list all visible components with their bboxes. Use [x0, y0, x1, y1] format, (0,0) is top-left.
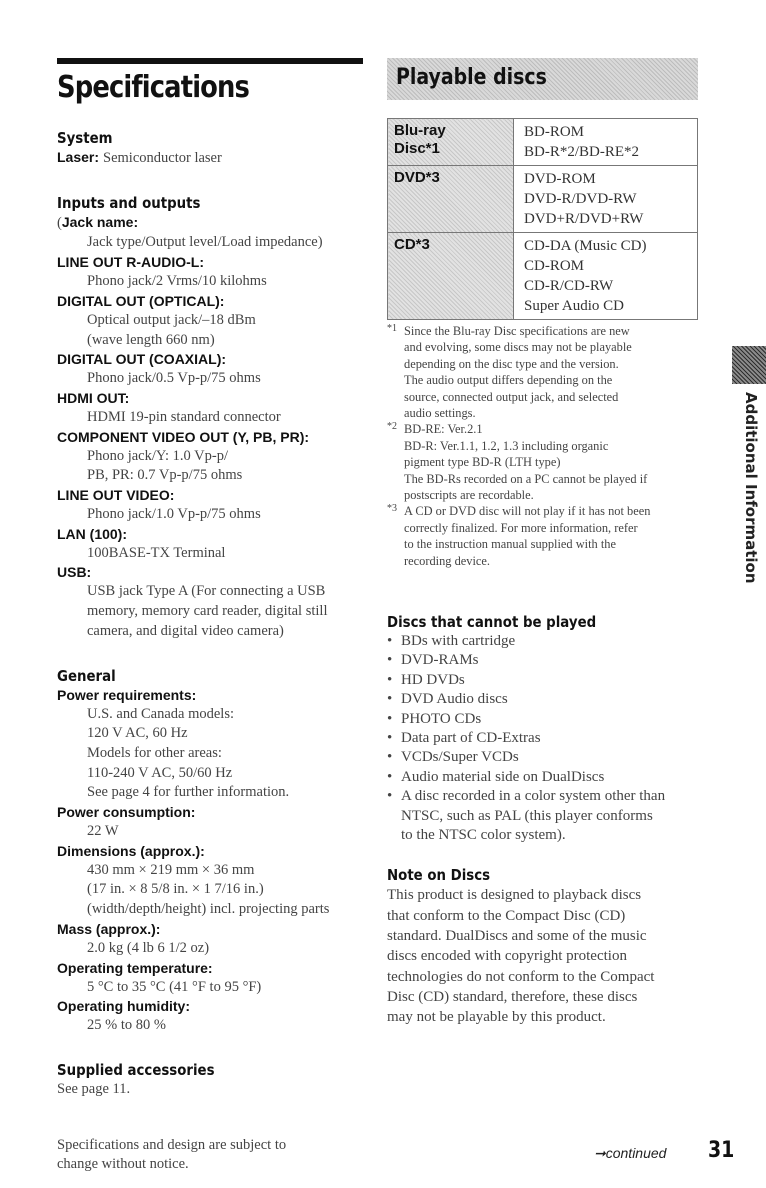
- list-item: [387, 671, 717, 690]
- footnote-mark: *1: [387, 323, 397, 334]
- disc-type: DVD*3: [394, 169, 440, 186]
- spec-value: (width/depth/height) incl. projecting parts: [87, 901, 330, 918]
- disc-format: DVD-ROM: [524, 171, 596, 187]
- spec-value: camera, and digital video camera): [87, 622, 284, 639]
- accessories-heading: Supplied accessories: [57, 1060, 215, 1079]
- note-text: [387, 885, 717, 1027]
- footnote-line: pigment type BD-R (LTH type): [404, 455, 561, 470]
- footnote-line: correctly finalized. For more information, refer: [404, 520, 638, 535]
- page-number: 31: [708, 1138, 735, 1163]
- footnote-line: postscripts are recordable.: [404, 488, 534, 503]
- list-item: [387, 729, 717, 748]
- spec-value: HDMI 19-pin standard connector: [87, 408, 281, 425]
- not-played-list: [387, 632, 717, 845]
- io-spec-list: [57, 253, 357, 641]
- list-item-line: • VCDs/Super VCDs: [401, 749, 519, 766]
- spec-label: LINE OUT R-AUDIO-L:: [57, 254, 204, 271]
- footnote-line: to the instruction manual supplied with the: [404, 537, 616, 552]
- list-item-line: • HD DVDs: [401, 671, 465, 688]
- footnote-mark: *2: [387, 421, 397, 433]
- disclaimer: [57, 1136, 357, 1175]
- spec-label: HDMI OUT:: [57, 389, 130, 406]
- jack-name-value: Jack type/Output level/Load impedance): [87, 234, 323, 251]
- disclaimer-line: change without notice.: [57, 1156, 189, 1173]
- spec-label: USB:: [57, 564, 92, 581]
- not-played-heading: Discs that cannot be played: [387, 613, 597, 631]
- continued-note: [594, 1145, 666, 1162]
- spec-value: (17 in. × 8 5/8 in. × 1 7/16 in.): [87, 881, 264, 898]
- list-item: [387, 787, 717, 845]
- laser-value: Semiconductor laser: [103, 150, 222, 166]
- spec-value: Models for other areas:: [87, 744, 222, 761]
- disc-type: Disc*1: [394, 140, 440, 157]
- disc-type: CD*3: [394, 236, 430, 253]
- footnote-line: Since the Blu-ray Disc specifications are new: [404, 324, 630, 338]
- note-line: that conform to the Compact Disc (CD): [387, 907, 626, 924]
- spec-label: COMPONENT VIDEO OUT (Y, PB, PR):: [57, 428, 310, 445]
- spec-value: See page 4 for further information.: [87, 784, 290, 801]
- footnotes: [387, 323, 707, 569]
- list-item: [387, 690, 717, 709]
- footnote-line: BD-RE: Ver.2.1: [404, 422, 483, 437]
- disc-format: BD-ROM: [524, 124, 585, 140]
- disclaimer-line: Specifications and design are subject to: [57, 1136, 287, 1153]
- list-item-line: • DVD Audio discs: [401, 691, 508, 708]
- footnote-mark: *3: [387, 503, 397, 515]
- list-item: [387, 748, 717, 767]
- spec-value: Phono jack/0.5 Vp-p/75 ohms: [87, 370, 261, 387]
- note-line: standard. DualDiscs and some of the music: [387, 928, 647, 945]
- jack-paren: (: [57, 214, 62, 231]
- disc-type-cell: [388, 166, 514, 233]
- list-item-line: • Data part of CD-Extras: [401, 730, 541, 747]
- right-column: [387, 612, 717, 1028]
- footnote-line: The audio output differs depending on the: [404, 373, 613, 388]
- list-item-line: NTSC, such as PAL (this player conforms: [401, 807, 653, 824]
- list-item-line: • DVD-RAMs: [401, 652, 479, 669]
- footnote: [387, 323, 707, 421]
- disc-format: CD-DA (Music CD): [524, 238, 647, 254]
- footnote-line: source, connected output jack, and selected: [404, 389, 619, 404]
- spec-value: 100BASE-TX Terminal: [87, 544, 226, 561]
- disc-formats-cell: [514, 119, 698, 166]
- spec-label: LINE OUT VIDEO:: [57, 487, 175, 504]
- spec-value: 2.0 kg (4 lb 6 1/2 oz): [87, 939, 210, 956]
- list-item-line: • BDs with cartridge: [401, 633, 516, 649]
- footnote-line: recording device.: [404, 553, 491, 568]
- spec-label: Operating temperature:: [57, 959, 213, 976]
- spec-value: Phono jack/2 Vrms/10 kilohms: [87, 273, 267, 290]
- disc-formats-cell: [514, 166, 698, 233]
- list-item: [387, 632, 717, 651]
- list-item-line: • Audio material side on DualDiscs: [401, 768, 605, 785]
- left-column: [57, 128, 357, 1175]
- note-line: may not be playable by this product.: [387, 1009, 606, 1026]
- side-tab-label: Additional Information: [742, 392, 760, 584]
- spec-label: Power requirements:: [57, 686, 197, 703]
- spec-value: U.S. and Canada models:: [87, 705, 234, 722]
- disc-format: DVD-R/DVD-RW: [524, 191, 637, 207]
- side-tab-marker: [732, 346, 766, 384]
- spec-value: Phono jack/1.0 Vp-p/75 ohms: [87, 506, 261, 523]
- disc-type: Blu-ray: [394, 122, 446, 139]
- page-title: Specifications: [57, 70, 250, 105]
- note-line: technologies do not conform to the Compact: [387, 968, 655, 985]
- disc-format: Super Audio CD: [524, 298, 625, 314]
- spec-value: 22 W: [87, 823, 119, 840]
- general-spec-list: [57, 686, 357, 1036]
- disc-row: [388, 119, 698, 166]
- spec-value: 120 V AC, 60 Hz: [87, 725, 188, 742]
- laser-line: [57, 148, 357, 169]
- disc-formats-cell: [514, 233, 698, 320]
- spec-label: Dimensions (approx.):: [57, 842, 205, 859]
- footnote-line: and evolving, some discs may not be playable: [404, 340, 632, 355]
- spec-value: Phono jack/Y: 1.0 Vp-p/: [87, 447, 228, 464]
- spec-value: Optical output jack/–18 dBm: [87, 311, 256, 328]
- playable-discs-table: [387, 118, 698, 320]
- disc-format: CD-R/CD-RW: [524, 278, 614, 294]
- title-rule: [57, 58, 363, 64]
- footnote: [387, 503, 707, 569]
- footnote: [387, 421, 707, 503]
- footnote-line: The BD-Rs recorded on a PC cannot be played if: [404, 471, 648, 486]
- spec-value: PB, PR: 0.7 Vp-p/75 ohms: [87, 467, 243, 484]
- disc-format: BD-R*2/BD-RE*2: [524, 144, 640, 160]
- disc-type-cell: [388, 119, 514, 166]
- list-item: [387, 768, 717, 787]
- spec-value: USB jack Type A (For connecting a USB: [87, 583, 326, 600]
- accessories-text: See page 11.: [57, 1080, 131, 1097]
- spec-label: DIGITAL OUT (OPTICAL):: [57, 292, 225, 309]
- spec-value: memory, memory card reader, digital still: [87, 603, 328, 620]
- playable-heading: Playable discs: [396, 65, 547, 90]
- spec-label: LAN (100):: [57, 525, 128, 542]
- note-heading: Note on Discs: [387, 866, 491, 885]
- list-item-line: to the NTSC color system).: [401, 827, 566, 844]
- disc-format: CD-ROM: [524, 258, 585, 274]
- io-heading: Inputs and outputs: [57, 193, 201, 212]
- list-item-line: • A disc recorded in a color system other than: [401, 788, 666, 805]
- note-line: Disc (CD) standard, therefore, these discs: [387, 988, 638, 1005]
- jack-name-label: Jack name:: [61, 213, 139, 230]
- footnote-line: depending on the disc type and the version.: [404, 356, 619, 371]
- footnote-line: audio settings.: [404, 406, 476, 421]
- spec-value: 430 mm × 219 mm × 36 mm: [87, 861, 255, 878]
- note-line: This product is designed to playback discs: [387, 887, 642, 904]
- system-heading: System: [57, 129, 113, 147]
- spec-label: Power consumption:: [57, 804, 196, 821]
- jack-name-line: [57, 213, 357, 234]
- spec-value: 25 % to 80 %: [87, 1017, 166, 1034]
- spec-label: DIGITAL OUT (COAXIAL):: [57, 351, 227, 368]
- spec-label: Operating humidity:: [57, 998, 190, 1015]
- list-item-line: • PHOTO CDs: [401, 710, 482, 727]
- spec-value: 5 °C to 35 °C (41 °F to 95 °F): [87, 978, 262, 995]
- general-heading: General: [57, 666, 116, 685]
- list-item: [387, 710, 717, 729]
- disc-row: [388, 166, 698, 233]
- footnote-line: A CD or DVD disc will not play if it has not been: [404, 504, 651, 519]
- arrow-icon: ➞: [594, 1145, 606, 1161]
- footnote-line: BD-R: Ver.1.1, 1.2, 1.3 including organic: [404, 438, 609, 453]
- disc-format: DVD+R/DVD+RW: [524, 211, 644, 227]
- continued-label: continued: [605, 1145, 667, 1161]
- spec-value: (wave length 660 nm): [87, 331, 215, 348]
- spec-label: Mass (approx.):: [57, 920, 161, 937]
- list-item: [387, 651, 717, 670]
- disc-type-cell: [388, 233, 514, 320]
- spec-value: 110-240 V AC, 50/60 Hz: [87, 764, 233, 781]
- disc-row: [388, 233, 698, 320]
- laser-label: Laser:: [57, 149, 100, 165]
- note-line: discs encoded with copyright protection: [387, 948, 627, 965]
